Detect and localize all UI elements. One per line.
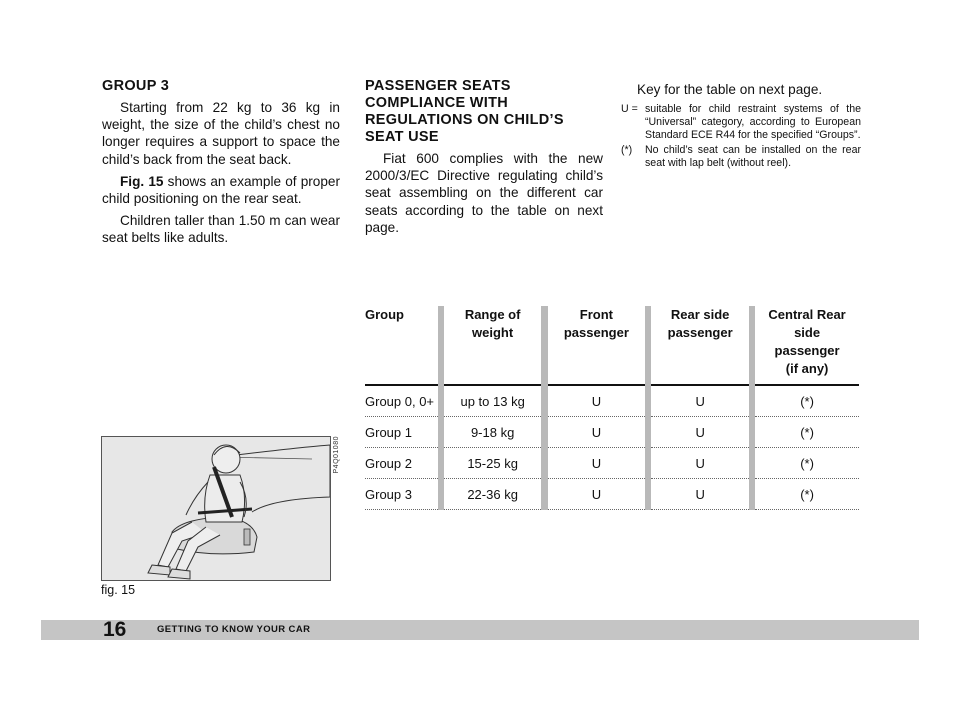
header-group: Group <box>365 306 438 385</box>
cell-weight: 9-18 kg <box>444 417 542 448</box>
page-number: 16 <box>103 618 127 641</box>
key-item <box>621 103 861 143</box>
child-seat-compliance-table <box>365 306 859 510</box>
fig-reference-text: shows an example of proper child positioning on the rear seat. <box>102 173 340 207</box>
key-description: suitable for child restraint systems of the “Universal” category, according to European Standard ECE R44 for the specified “Groups”. <box>645 103 861 142</box>
table-row <box>365 385 859 417</box>
cell-rear-side: U <box>651 448 749 479</box>
cell-central: (*) <box>755 479 859 510</box>
header-front-passenger: Front passenger <box>548 306 646 385</box>
page-footer <box>41 620 919 640</box>
key-item <box>621 144 861 170</box>
header-rear-side-passenger: Rear side passenger <box>651 306 749 385</box>
cell-rear-side: U <box>651 417 749 448</box>
figure-code: P4Q01080 <box>333 436 340 474</box>
cell-central: (*) <box>755 417 859 448</box>
cell-weight: up to 13 kg <box>444 385 542 417</box>
paragraph-group-3-description: Starting from 22 kg to 36 kg in weight, the size of the child’s chest no longer requires a support to space the child’s back from the seat back. <box>102 100 340 167</box>
cell-front: U <box>548 448 646 479</box>
key-title: Key for the table on next page. <box>637 82 823 97</box>
table-header-row <box>365 306 859 385</box>
paragraph-directive-compliance: Fiat 600 complies with the new 2000/3/EC Directive regulating child’s seat assembling on the different car seats according to the table on next page. <box>365 151 603 235</box>
cell-group: Group 0, 0+ <box>365 385 438 417</box>
key-symbol: (*) <box>621 143 633 156</box>
header-central-rear-side-passenger: Central Rear side passenger (if any) <box>755 306 859 385</box>
key-description: No child’s seat can be installed on the rear seat with lap belt (without reel). <box>645 143 861 169</box>
fig-reference-label: Fig. 15 <box>120 173 164 189</box>
table-row <box>365 479 859 510</box>
cell-group: Group 1 <box>365 417 438 448</box>
cell-front: U <box>548 479 646 510</box>
cell-rear-side: U <box>651 385 749 417</box>
figure-caption: fig. 15 <box>101 583 136 597</box>
child-in-booster-seat-drawing <box>102 437 330 580</box>
header-range-of-weight: Range of weight <box>444 306 542 385</box>
cell-weight: 22-36 kg <box>444 479 542 510</box>
cell-weight: 15-25 kg <box>444 448 542 479</box>
section-heading-group-3: GROUP 3 <box>102 78 170 94</box>
cell-group: Group 3 <box>365 479 438 510</box>
table-row <box>365 448 859 479</box>
section-heading-passenger-seats: PASSENGER SEATS COMPLIANCE WITH REGULATIONS ON CHILD’S SEAT USE <box>365 78 564 145</box>
cell-group: Group 2 <box>365 448 438 479</box>
paragraph-fig-reference <box>102 173 340 207</box>
cell-rear-side: U <box>651 479 749 510</box>
cell-front: U <box>548 417 646 448</box>
table-key <box>621 82 861 171</box>
column-passenger-seats <box>365 78 603 241</box>
child-seat-illustration <box>101 436 331 581</box>
chapter-title: GETTING TO KNOW YOUR CAR <box>157 624 311 635</box>
cell-central: (*) <box>755 448 859 479</box>
key-symbol: U = <box>621 103 638 115</box>
cell-central: (*) <box>755 385 859 417</box>
cell-front: U <box>548 385 646 417</box>
paragraph-seat-belts-adults: Children taller than 1.50 m can wear seat belts like adults. <box>102 213 340 246</box>
column-group-3 <box>102 78 340 252</box>
table-row <box>365 417 859 448</box>
